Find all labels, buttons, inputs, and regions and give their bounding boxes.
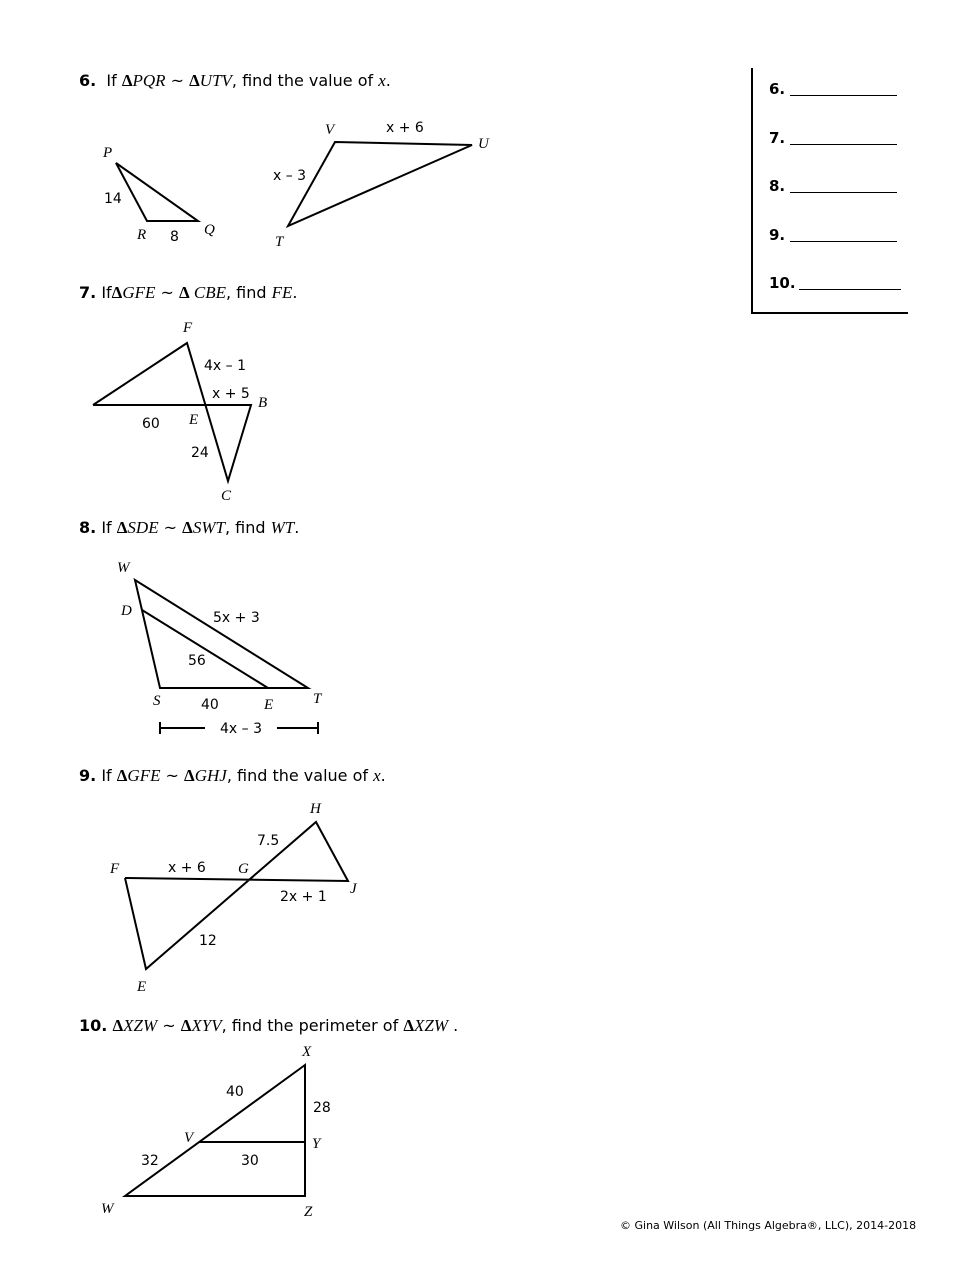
label-de: 56	[188, 653, 206, 669]
vertex-b: B	[258, 395, 268, 411]
vertex-e: E	[189, 412, 199, 428]
vertex-e: E	[264, 697, 274, 713]
label-vt: x – 3	[273, 168, 307, 184]
vertex-y: Y	[312, 1136, 321, 1152]
label-gh: 7.5	[257, 833, 280, 849]
label-fg: x + 6	[168, 860, 206, 876]
vertex-s: S	[153, 693, 161, 709]
label-vu: x + 6	[386, 120, 424, 136]
question-8-prompt: 8. If ΔSDE ~ ΔSWT, find WT.	[79, 518, 300, 537]
vertex-q: Q	[204, 222, 215, 238]
question-7-prompt: 7. IfΔGFE ~ Δ CBE, find FE.	[79, 283, 298, 302]
label-st: 4x – 3	[220, 721, 262, 737]
label-xv: 40	[226, 1084, 244, 1100]
answer-row-9: 9.	[769, 226, 786, 244]
label-ge: 60	[142, 416, 160, 432]
answer-blank-9[interactable]	[790, 241, 897, 242]
label-fe: 4x – 1	[204, 358, 246, 374]
vertex-v: V	[184, 1130, 194, 1146]
answer-box	[751, 68, 908, 314]
question-9-prompt: 9. If ΔGFE ~ ΔGHJ, find the value of x.	[79, 766, 386, 785]
answer-blank-6[interactable]	[790, 95, 897, 96]
vertex-x: X	[302, 1044, 312, 1060]
answer-row-10: 10.	[769, 274, 796, 292]
vertex-t: T	[275, 234, 284, 250]
label-vy: 30	[241, 1153, 259, 1169]
vertex-u: U	[478, 136, 489, 152]
label-se: 40	[201, 697, 219, 713]
label-pr: 14	[104, 191, 122, 207]
label-ge: 12	[199, 933, 217, 949]
label-rq: 8	[170, 229, 179, 245]
vertex-v: V	[325, 122, 335, 138]
answer-row-8: 8.	[769, 177, 786, 195]
question-6-prompt: 6. If ΔPQR ~ ΔUTV, find the value of x.	[79, 71, 391, 90]
answer-blank-7[interactable]	[790, 144, 897, 145]
vertex-f: F	[110, 861, 120, 877]
label-vw: 32	[141, 1153, 159, 1169]
answer-blank-10[interactable]	[799, 289, 901, 290]
answer-row-6: 6.	[769, 80, 786, 98]
triangle-xzw	[125, 1065, 305, 1196]
label-wt: 5x + 3	[213, 610, 260, 626]
label-xy: 28	[313, 1100, 331, 1116]
vertex-c: C	[221, 488, 232, 504]
label-eb: x + 5	[212, 386, 250, 402]
vertex-w: W	[101, 1201, 114, 1217]
copyright-footer: © Gina Wilson (All Things Algebra®, LLC), 2014-2018	[620, 1219, 917, 1232]
vertex-j: J	[350, 881, 357, 897]
vertex-r: R	[137, 227, 147, 243]
vertex-d: D	[121, 603, 132, 619]
vertex-t: T	[313, 691, 322, 707]
vertex-w: W	[117, 560, 130, 576]
question-10-prompt: 10. ΔXZW ~ ΔXYV, find the perimeter of ΔXZW .	[79, 1016, 459, 1035]
answer-blank-8[interactable]	[790, 192, 897, 193]
vertex-z: Z	[304, 1204, 313, 1220]
vertex-f: F	[183, 320, 193, 336]
vertex-g: G	[238, 861, 249, 877]
vertex-e: E	[137, 979, 147, 995]
vertex-h: H	[310, 801, 321, 817]
label-gj: 2x + 1	[280, 889, 327, 905]
answer-row-7: 7.	[769, 129, 786, 147]
label-ec: 24	[191, 445, 209, 461]
vertex-p: P	[103, 145, 113, 161]
